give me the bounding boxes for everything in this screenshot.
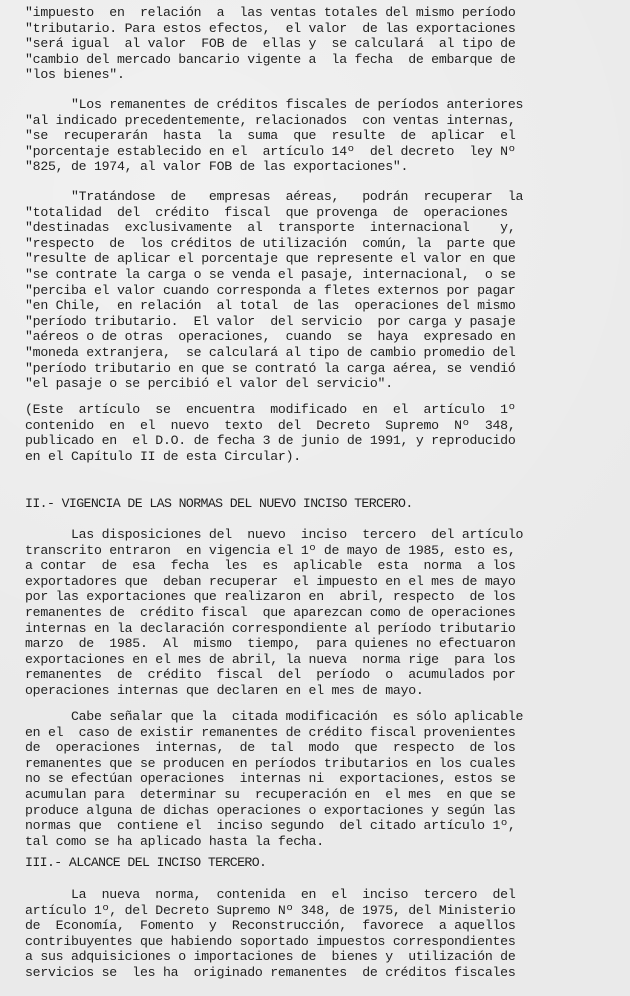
text-line: acumulan para determinar su recuperación en el mes en que se xyxy=(25,786,516,802)
text-line: "los bienes". xyxy=(25,67,125,83)
text-line: "Tratándose de empresas aéreas, podrán recuperar la xyxy=(25,189,524,204)
text-line: artículo 1º, del Decreto Supremo Nº 348, de 1975, del Ministerio xyxy=(25,902,516,918)
heading-text: II.- VIGENCIA DE LAS NORMAS DEL NUEVO INCISO TERCERO. xyxy=(25,496,413,511)
paragraph-quote-continuation xyxy=(25,5,615,83)
text-line: "en Chile, en relación al total de las operaciones del mismo xyxy=(25,298,516,314)
text-line: operaciones internas que declaren en el mes de mayo. xyxy=(25,682,424,698)
text-line: exportaciones en el mes de abril, la nueva norma rige para los xyxy=(25,651,516,667)
text-line: "Los remanentes de créditos fiscales de períodos anteriores xyxy=(25,97,524,112)
text-line: no se efectúan operaciones internas ni exportaciones, estos se xyxy=(25,771,516,787)
text-line: "el pasaje o se percibió el valor del servicio". xyxy=(25,376,393,392)
section-heading-ii xyxy=(25,496,615,512)
text-line: "moneda extranjera, se calculará al tipo de cambio promedio del xyxy=(25,344,516,360)
text-line: de Economía, Fomento y Reconstrucción, favorece a aquellos xyxy=(25,918,516,934)
text-line: "respecto de los créditos de utilización común, la parte que xyxy=(25,235,516,251)
text-line: por las exportaciones que realizaron en abril, respecto de los xyxy=(25,589,516,605)
text-line: La nueva norma, contenida en el inciso tercero del xyxy=(25,887,516,902)
text-line: servicios se les ha originado remanentes de créditos fiscales xyxy=(25,964,516,980)
text-line: marzo de 1985. Al mismo tiempo, para quienes no efectuaron xyxy=(25,636,516,652)
text-line: remanentes que se producen en períodos tributarios en los cuales xyxy=(25,755,516,771)
text-line: "cambio del mercado bancario vigente a la fecha de embarque de xyxy=(25,51,516,67)
text-line: internas en la declaración correspondiente al período tributario xyxy=(25,620,516,636)
text-line: remanentes de crédito fiscal del período o acumulados por xyxy=(25,667,516,683)
text-line: "período tributario en que se contrató la carga aérea, se vendió xyxy=(25,360,516,376)
heading-text: III.- ALCANCE DEL INCISO TERCERO. xyxy=(25,855,267,870)
text-line: "será igual al valor FOB de ellas y se calculará al tipo de xyxy=(25,36,516,52)
text-line: "tributario. Para estos efectos, el valor de las exportaciones xyxy=(25,20,516,36)
text-line: (Este artículo se encuentra modificado en el artículo 1º xyxy=(25,402,516,417)
text-line: Las disposiciones del nuevo inciso tercero del artículo xyxy=(25,527,524,542)
text-line: "destinadas exclusivamente al transporte internacional y, xyxy=(25,220,516,236)
text-line: produce alguna de dichas operaciones o exportaciones y según las xyxy=(25,802,516,818)
paragraph-alcance-1 xyxy=(25,887,615,981)
text-line: contribuyentes que habiendo soportado impuestos correspondientes xyxy=(25,933,516,949)
text-line: "totalidad del crédito fiscal que provenga de operaciones xyxy=(25,204,508,220)
text-line: "825, de 1974, al valor FOB de las exportaciones". xyxy=(25,159,409,175)
text-line: de operaciones internas, de tal modo que respecto de los xyxy=(25,740,516,756)
text-line: "se recuperarán hasta la suma que resulte de aplicar el xyxy=(25,128,516,144)
text-line: Cabe señalar que la citada modificación es sólo aplicable xyxy=(25,709,524,724)
text-line: "período tributario. El valor del servicio por carga y pasaje xyxy=(25,313,516,329)
paragraph-vigencia-2 xyxy=(25,709,615,849)
text-line: "resulte de aplicar el porcentaje que represente el valor en que xyxy=(25,251,516,267)
text-line: "perciba el valor cuando corresponda a fletes externos por pagar xyxy=(25,282,516,298)
text-line: "aéreos o de otras operaciones, cuando se haya expresado en xyxy=(25,329,516,345)
text-line: remanentes de crédito fiscal que aparezcan como de operaciones xyxy=(25,604,516,620)
paragraph-vigencia-1 xyxy=(25,527,615,699)
text-line: exportadores que deban recuperar el impuesto en el mes de mayo xyxy=(25,573,516,589)
text-line: "impuesto en relación a las ventas totales del mismo período xyxy=(25,5,516,20)
section-heading-iii xyxy=(25,855,615,871)
text-line: tal como se ha aplicado hasta la fecha. xyxy=(25,833,324,849)
paragraph-quote-empresas-aereas xyxy=(25,189,615,392)
text-line: contenido en el nuevo texto del Decreto Supremo Nº 348, xyxy=(25,417,516,433)
paragraph-note-modificado xyxy=(25,402,615,464)
text-line: en el Capítulo II de esta Circular). xyxy=(25,448,301,464)
text-line: en el caso de existir remanentes de crédito fiscal provenientes xyxy=(25,724,516,740)
text-line: "se contrate la carga o se venda el pasaje, internacional, o se xyxy=(25,266,516,282)
paragraph-quote-remanentes xyxy=(25,97,615,175)
text-line: a sus adquisiciones o importaciones de bienes y utilización de xyxy=(25,949,516,965)
text-line: normas que contiene el inciso segundo del citado artículo 1º, xyxy=(25,818,516,834)
text-line: a contar de esa fecha les es aplicable esta norma a los xyxy=(25,558,516,574)
text-line: publicado en el D.O. de fecha 3 de junio de 1991, y reproducido xyxy=(25,433,516,449)
text-line: "porcentaje establecido en el artículo 14º del decreto ley Nº xyxy=(25,143,516,159)
text-line: transcrito entraron en vigencia el 1º de mayo de 1985, esto es, xyxy=(25,542,516,558)
text-line: "al indicado precedentemente, relacionados con ventas internas, xyxy=(25,112,516,128)
